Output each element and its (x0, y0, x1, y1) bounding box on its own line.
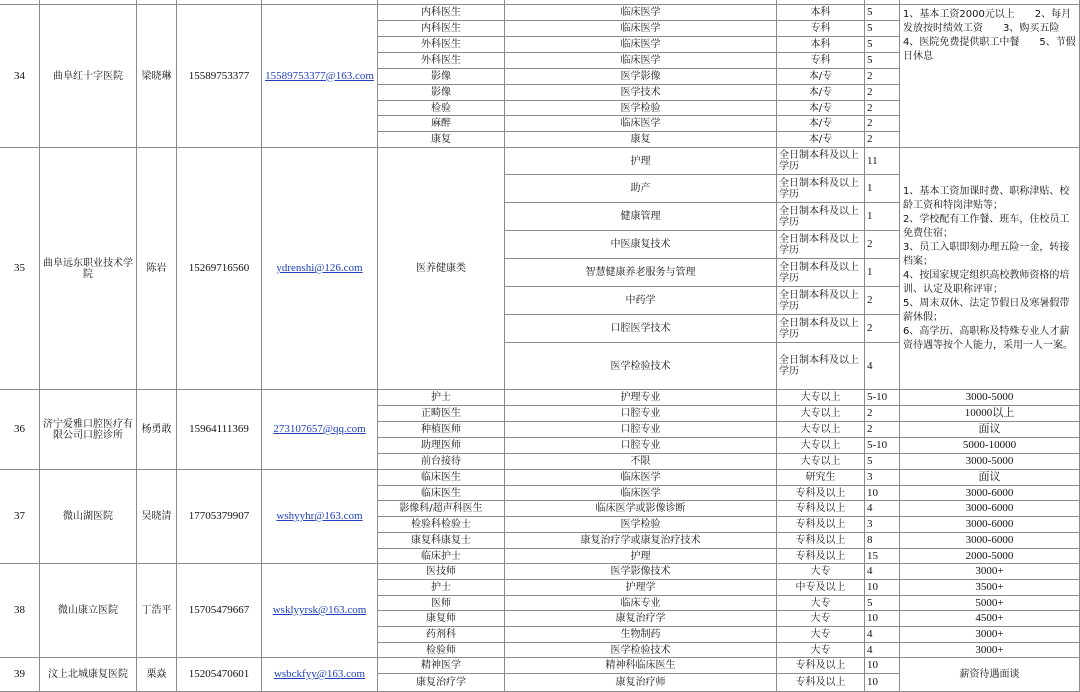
headcount: 10 (865, 611, 900, 627)
required-major: 医学影像 (505, 69, 777, 85)
headcount: 2 (865, 287, 900, 315)
position-title: 临床医生 (378, 486, 505, 501)
position-title: 护士 (378, 580, 505, 596)
position-title: 医师 (378, 596, 505, 611)
education-requirement: 大专 (777, 627, 865, 643)
salary: 3000-6000 (900, 486, 1080, 501)
headcount: 5 (865, 37, 900, 53)
education-requirement: 专科及以上 (777, 486, 865, 501)
salary: 5000-10000 (900, 438, 1080, 454)
phone-number: 15705479667 (177, 564, 262, 658)
phone-number: 15269716560 (177, 148, 262, 390)
serial-number: 36 (0, 390, 40, 470)
headcount: 2 (865, 69, 900, 85)
headcount: 1 (865, 203, 900, 231)
required-major: 医学影像技术 (505, 564, 777, 580)
serial-number: 38 (0, 564, 40, 658)
required-major: 医学技术 (505, 85, 777, 101)
email-link[interactable]: wsklyyrsk@163.com (262, 564, 378, 658)
education-requirement: 中专及以上 (777, 580, 865, 596)
required-major: 康复治疗学 (505, 611, 777, 627)
salary: 3500+ (900, 580, 1080, 596)
required-major: 口腔医学技术 (505, 315, 777, 343)
headcount: 4 (865, 501, 900, 517)
required-major: 精神科临床医生 (505, 658, 777, 674)
serial-number: 37 (0, 470, 40, 564)
required-major: 助产 (505, 175, 777, 203)
position-title: 影像 (378, 69, 505, 85)
email-link[interactable]: wshyyhr@163.com (262, 470, 378, 564)
headcount: 3 (865, 517, 900, 533)
headcount: 1 (865, 175, 900, 203)
phone-number: 15964111369 (177, 390, 262, 470)
required-major: 口腔专业 (505, 406, 777, 422)
required-major: 护理专业 (505, 390, 777, 406)
serial-number: 34 (0, 5, 40, 148)
salary: 3000+ (900, 564, 1080, 580)
education-requirement: 全日制本科及以上学历 (777, 259, 865, 287)
education-requirement: 专科及以上 (777, 517, 865, 533)
serial-number: 39 (0, 658, 40, 692)
required-major: 口腔专业 (505, 422, 777, 438)
salary: 2000-5000 (900, 549, 1080, 564)
salary: 3000-6000 (900, 501, 1080, 517)
required-major: 中医康复技术 (505, 231, 777, 259)
position-title: 康复治疗学 (378, 674, 505, 692)
education-requirement: 本/专 (777, 132, 865, 148)
institution-name: 微山湖医院 (40, 470, 137, 564)
required-major: 临床医学 (505, 116, 777, 132)
position-title: 影像 (378, 85, 505, 101)
position-title: 前台接待 (378, 454, 505, 470)
required-major: 口腔专业 (505, 438, 777, 454)
required-major: 康复 (505, 132, 777, 148)
education-requirement: 全日制本科及以上学历 (777, 287, 865, 315)
institution-name: 汶上北城康复医院 (40, 658, 137, 692)
headcount: 10 (865, 674, 900, 692)
education-requirement: 大专以上 (777, 438, 865, 454)
headcount: 5 (865, 53, 900, 69)
required-major: 护理学 (505, 580, 777, 596)
education-requirement: 专科及以上 (777, 658, 865, 674)
required-major: 临床专业 (505, 596, 777, 611)
headcount: 2 (865, 315, 900, 343)
salary: 10000以上 (900, 406, 1080, 422)
position-title: 临床护士 (378, 549, 505, 564)
salary: 5000+ (900, 596, 1080, 611)
required-major: 临床医学 (505, 53, 777, 69)
education-requirement: 全日制本科及以上学历 (777, 315, 865, 343)
contact-person: 吴晓清 (137, 470, 177, 564)
position-title: 种植医师 (378, 422, 505, 438)
required-major: 临床医学 (505, 37, 777, 53)
required-major: 中药学 (505, 287, 777, 315)
education-requirement: 大专以上 (777, 422, 865, 438)
contact-person: 杨勇敢 (137, 390, 177, 470)
salary: 3000+ (900, 643, 1080, 658)
email-link[interactable]: ydrenshi@126.com (262, 148, 378, 390)
required-major: 临床医学 (505, 5, 777, 21)
required-major: 护理 (505, 549, 777, 564)
headcount: 5 (865, 454, 900, 470)
education-requirement: 本/专 (777, 101, 865, 116)
headcount: 2 (865, 116, 900, 132)
institution-name: 曲阜远东职业技术学院 (40, 148, 137, 390)
education-requirement: 专科及以上 (777, 674, 865, 692)
required-major: 医学检验 (505, 517, 777, 533)
headcount: 5-10 (865, 390, 900, 406)
headcount: 5 (865, 5, 900, 21)
phone-number: 15589753377 (177, 5, 262, 148)
headcount: 15 (865, 549, 900, 564)
education-requirement: 本科 (777, 37, 865, 53)
education-requirement: 大专 (777, 643, 865, 658)
required-major: 临床医学 (505, 470, 777, 486)
education-requirement: 大专以上 (777, 454, 865, 470)
headcount: 2 (865, 132, 900, 148)
education-requirement: 全日制本科及以上学历 (777, 343, 865, 390)
salary: 面议 (900, 470, 1080, 486)
headcount: 4 (865, 564, 900, 580)
education-requirement: 全日制本科及以上学历 (777, 231, 865, 259)
contact-person: 栗焱 (137, 658, 177, 692)
headcount: 2 (865, 101, 900, 116)
required-major: 临床医学 (505, 486, 777, 501)
headcount: 4 (865, 643, 900, 658)
benefits-text: 1、基本工资2000元以上 2、每月发放按时绩效工资 3、购买五险 4、医院免费提供职工中餐 5、节假日休息 (900, 5, 1080, 148)
education-requirement: 本/专 (777, 116, 865, 132)
salary: 3000+ (900, 627, 1080, 643)
position-title: 内科医生 (378, 21, 505, 37)
salary: 4500+ (900, 611, 1080, 627)
education-requirement: 全日制本科及以上学历 (777, 203, 865, 231)
education-requirement: 专科及以上 (777, 549, 865, 564)
position-title: 护士 (378, 390, 505, 406)
required-major: 智慧健康养老服务与管理 (505, 259, 777, 287)
salary: 面议 (900, 422, 1080, 438)
institution-name: 微山康立医院 (40, 564, 137, 658)
education-requirement: 专科 (777, 53, 865, 69)
required-major: 医学检验技术 (505, 643, 777, 658)
required-major: 医学检验 (505, 101, 777, 116)
position-title: 康复师 (378, 611, 505, 627)
required-major: 护理 (505, 148, 777, 175)
position-title: 影像科/超声科医生 (378, 501, 505, 517)
education-requirement: 全日制本科及以上学历 (777, 175, 865, 203)
salary: 3000-6000 (900, 533, 1080, 549)
headcount: 10 (865, 486, 900, 501)
headcount: 2 (865, 406, 900, 422)
education-requirement: 大专以上 (777, 406, 865, 422)
education-requirement: 大专 (777, 611, 865, 627)
position-title: 外科医生 (378, 53, 505, 69)
position-title: 药剂科 (378, 627, 505, 643)
headcount: 3 (865, 470, 900, 486)
phone-number: 15205470601 (177, 658, 262, 692)
education-requirement: 研究生 (777, 470, 865, 486)
education-requirement: 全日制本科及以上学历 (777, 148, 865, 175)
position-title: 康复科康复士 (378, 533, 505, 549)
education-requirement: 大专 (777, 564, 865, 580)
email-link[interactable]: 15589753377@163.com (262, 5, 378, 148)
position-title: 助理医师 (378, 438, 505, 454)
position-title: 外科医生 (378, 37, 505, 53)
education-requirement: 本/专 (777, 69, 865, 85)
position-title: 内科医生 (378, 5, 505, 21)
position-title: 检验科检验士 (378, 517, 505, 533)
position-title: 康复 (378, 132, 505, 148)
institution-name: 济宁爱雅口腔医疗有限公司口腔诊所 (40, 390, 137, 470)
headcount: 5 (865, 596, 900, 611)
headcount: 10 (865, 580, 900, 596)
salary: 3000-5000 (900, 390, 1080, 406)
education-requirement: 专科及以上 (777, 501, 865, 517)
required-major: 康复治疗师 (505, 674, 777, 692)
education-requirement: 本/专 (777, 85, 865, 101)
required-major: 临床医学 (505, 21, 777, 37)
headcount: 2 (865, 422, 900, 438)
position-title: 检验 (378, 101, 505, 116)
position-title: 精神医学 (378, 658, 505, 674)
position-title: 正畸医生 (378, 406, 505, 422)
required-major: 生物制药 (505, 627, 777, 643)
headcount: 2 (865, 231, 900, 259)
position-title: 临床医生 (378, 470, 505, 486)
department-category: 医养健康类 (378, 148, 505, 390)
contact-person: 丁浩平 (137, 564, 177, 658)
education-requirement: 大专 (777, 596, 865, 611)
education-requirement: 专科及以上 (777, 533, 865, 549)
headcount: 1 (865, 259, 900, 287)
position-title: 医技师 (378, 564, 505, 580)
serial-number: 35 (0, 148, 40, 390)
contact-person: 梁晓琳 (137, 5, 177, 148)
headcount: 4 (865, 627, 900, 643)
education-requirement: 专科 (777, 21, 865, 37)
headcount: 4 (865, 343, 900, 390)
headcount: 10 (865, 658, 900, 674)
required-major: 不限 (505, 454, 777, 470)
required-major: 健康管理 (505, 203, 777, 231)
headcount: 8 (865, 533, 900, 549)
headcount: 5-10 (865, 438, 900, 454)
salary: 薪资待遇面谈 (900, 658, 1080, 692)
headcount: 5 (865, 21, 900, 37)
benefits-text: 1、基本工资加课时费、职称津贴、校龄工资和特岗津贴等； 2、学校配有工作餐、班车，住校员工免费住宿； 3、员工入职即刻办理五险一金，转接档案； 4、按国家规定组织高校教师资格的培训、认定及职称评审； 5、周末双休、法定节假日及寒暑假带薪休假； 6、高学历、高职称及特殊专业人才薪资待遇等按个人能力，采用一人一案。 (900, 148, 1080, 390)
institution-name: 曲阜红十字医院 (40, 5, 137, 148)
headcount: 2 (865, 85, 900, 101)
required-major: 医学检验技术 (505, 343, 777, 390)
education-requirement: 本科 (777, 5, 865, 21)
required-major: 康复治疗学或康复治疗技术 (505, 533, 777, 549)
required-major: 临床医学或影像诊断 (505, 501, 777, 517)
education-requirement: 大专以上 (777, 390, 865, 406)
salary: 3000-6000 (900, 517, 1080, 533)
contact-person: 陈岩 (137, 148, 177, 390)
salary: 3000-5000 (900, 454, 1080, 470)
position-title: 麻醉 (378, 116, 505, 132)
headcount: 11 (865, 148, 900, 175)
email-link[interactable]: 273107657@qq.com (262, 390, 378, 470)
phone-number: 17705379907 (177, 470, 262, 564)
email-link[interactable]: wsbckfyy@163.com (262, 658, 378, 692)
position-title: 检验师 (378, 643, 505, 658)
